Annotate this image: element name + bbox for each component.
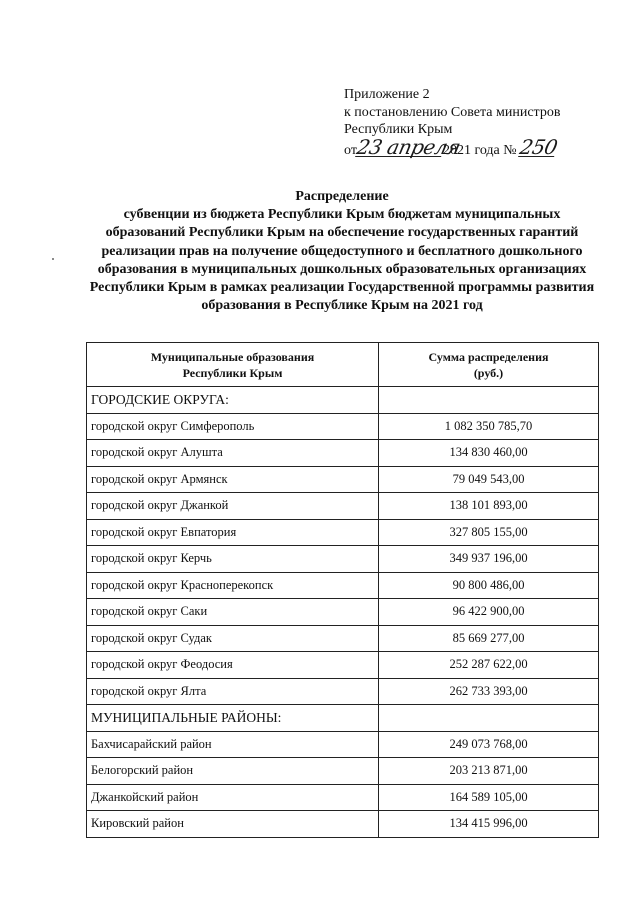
amount-value: 164 589 105,00	[379, 784, 599, 811]
municipality-name: городской округ Ялта	[87, 678, 379, 705]
annex-number: Приложение 2	[344, 87, 430, 102]
municipality-name: городской округ Керчь	[87, 546, 379, 573]
amount-value: 327 805 155,00	[379, 519, 599, 546]
table-row	[87, 625, 599, 652]
amount-value: 79 049 543,00	[379, 466, 599, 493]
table-row	[87, 546, 599, 573]
annex-block	[344, 86, 560, 159]
table-header-row	[87, 343, 599, 387]
table-row	[87, 572, 599, 599]
section-title: МУНИЦИПАЛЬНЫЕ РАЙОНЫ:	[87, 705, 379, 732]
scan-speck	[52, 258, 54, 260]
title-heading: Распределение	[295, 189, 389, 204]
municipality-name: Джанкойский район	[87, 784, 379, 811]
municipality-name: городской округ Красноперекопск	[87, 572, 379, 599]
year-and-number-label: 2021 года №	[442, 142, 517, 158]
column-header-amount: Сумма распределения (руб.)	[379, 343, 599, 387]
annex-republic-line: Республики Крым	[344, 122, 453, 137]
municipality-name: городской округ Судак	[87, 625, 379, 652]
table-row	[87, 466, 599, 493]
amount-value: 349 937 196,00	[379, 546, 599, 573]
municipality-name: городской округ Саки	[87, 599, 379, 626]
empty-cell	[379, 705, 599, 732]
date-prefix: от	[344, 142, 357, 158]
amount-value: 203 213 871,00	[379, 758, 599, 785]
column-header-municipality: Муниципальные образования Республики Крым	[87, 343, 379, 387]
amount-value: 262 733 393,00	[379, 678, 599, 705]
amount-value: 96 422 900,00	[379, 599, 599, 626]
title-body: субвенции из бюджета Республики Крым бюджетам муниципальных образований Республики Крым на обеспечение государственных гарантий реализации прав на получение общедоступного и бесплатного дошкольного образования в муниципальных дошкольных образовательных организациях Республики Крым в рамках реализации Государственной программы развития образования в Республике Крым на 2021 год	[89, 207, 595, 314]
handwritten-number: 250	[517, 134, 560, 159]
municipality-name: городской округ Феодосия	[87, 652, 379, 679]
handwritten-date: 23 апреля	[354, 134, 463, 159]
table-row	[87, 519, 599, 546]
municipality-name: городской округ Евпатория	[87, 519, 379, 546]
amount-value: 90 800 486,00	[379, 572, 599, 599]
empty-cell	[379, 387, 599, 414]
table-row	[87, 493, 599, 520]
table-row	[87, 440, 599, 467]
amount-value: 134 830 460,00	[379, 440, 599, 467]
municipality-name: Кировский район	[87, 811, 379, 838]
table-row	[87, 731, 599, 758]
municipality-name: Белогорский район	[87, 758, 379, 785]
municipality-name: городской округ Симферополь	[87, 413, 379, 440]
amount-value: 252 287 622,00	[379, 652, 599, 679]
amount-value: 85 669 277,00	[379, 625, 599, 652]
table-row	[87, 413, 599, 440]
amount-value: 134 415 996,00	[379, 811, 599, 838]
section-row	[87, 387, 599, 414]
municipality-name: городской округ Армянск	[87, 466, 379, 493]
table-row	[87, 652, 599, 679]
table-row	[87, 678, 599, 705]
amount-value: 138 101 893,00	[379, 493, 599, 520]
table-row	[87, 784, 599, 811]
amount-value: 1 082 350 785,70	[379, 413, 599, 440]
municipality-name: городской округ Алушта	[87, 440, 379, 467]
municipality-name: Бахчисарайский район	[87, 731, 379, 758]
section-row	[87, 705, 599, 732]
amount-value: 249 073 768,00	[379, 731, 599, 758]
municipality-name: городской округ Джанкой	[87, 493, 379, 520]
annex-date-line	[344, 134, 560, 160]
annex-decree-line: к постановлению Совета министров	[344, 104, 561, 120]
table-row	[87, 811, 599, 838]
distribution-table	[86, 342, 599, 838]
section-title: ГОРОДСКИЕ ОКРУГА:	[87, 387, 379, 414]
table-row	[87, 758, 599, 785]
document-title	[86, 188, 598, 315]
table-row	[87, 599, 599, 626]
